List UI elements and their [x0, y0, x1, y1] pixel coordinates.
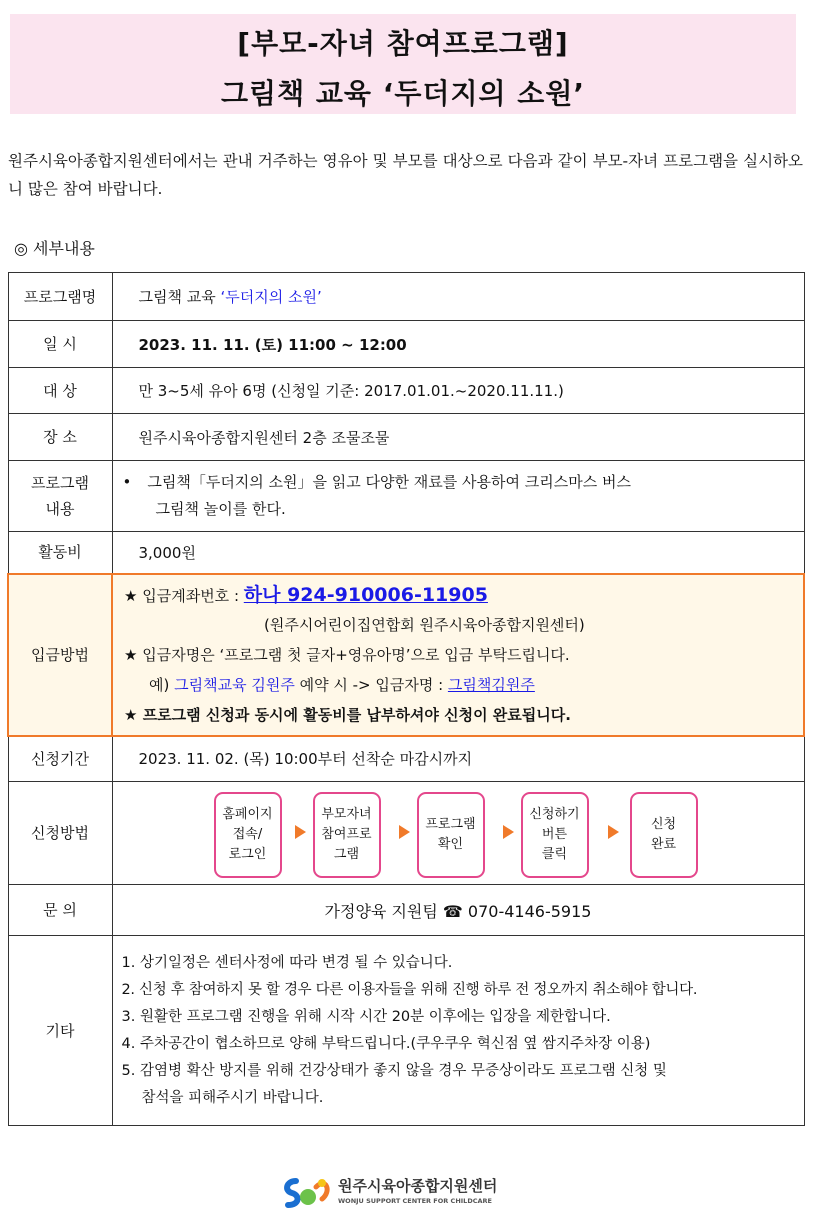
- content-value: • 그림책「두더지의 소원」을 읽고 다양한 재료를 사용하여 크리스마스 버스 그림책 놀이를 한다.: [112, 461, 804, 532]
- arrow-icon: [295, 825, 306, 839]
- table-row: [8, 532, 804, 574]
- place-value: 원주시육아종합지원센터 2층 조물조물: [112, 414, 804, 461]
- list-item: 5. 감염병 확산 방지를 위해 건강상태가 좋지 않을 경우 무증상이라도 프로그램 신청 및: [121, 1062, 667, 1079]
- row-label-fee: 활동비: [8, 532, 112, 574]
- table-row: [8, 368, 804, 414]
- list-item: 참석을 피해주시기 바랍니다.: [141, 1089, 324, 1106]
- step-homepage-login: 홈페이지 접속/ 로그인: [214, 792, 282, 878]
- name-rule-line: ★ 입금자명은 ‘프로그램 첫 글자+영유아명’으로 입금 부탁드립니다.: [124, 645, 570, 664]
- program-title-highlight: ‘두더지의 소원’: [220, 288, 322, 306]
- row-label-datetime: 일 시: [8, 321, 112, 368]
- account-line: ★ 입금계좌번호 : 하나 924-910006-11905: [124, 583, 488, 606]
- example-line: 예) 그림책교육 김원주 예약 시 -> 입금자명 : 그림책김원주: [149, 675, 535, 694]
- fee-value: 3,000원: [112, 532, 804, 574]
- account-number: 하나 924-910006-11905: [243, 583, 488, 606]
- org-name: 원주시육아종합지원센터: [338, 1177, 498, 1195]
- inquiry-value: 가정양육 지원팀 ☎ 070-4146-5915: [112, 885, 804, 936]
- row-label-period: 신청기간: [8, 736, 112, 782]
- row-label-inquiry: 문 의: [8, 885, 112, 936]
- arrow-icon: [399, 825, 410, 839]
- table-row: [8, 574, 804, 736]
- payment-notice: ★ 프로그램 신청과 동시에 활동비를 납부하셔야 신청이 완료됩니다.: [124, 705, 571, 724]
- table-row: [8, 273, 804, 321]
- row-label-etc: 기타: [8, 936, 112, 1126]
- row-label-place: 장 소: [8, 414, 112, 461]
- target-value: 만 3~5세 유아 6명 (신청일 기준: 2017.01.01.~2020.11.11.): [112, 368, 804, 414]
- table-row: [8, 414, 804, 461]
- list-item: 3. 원활한 프로그램 진행을 위해 시작 시간 20분 이후에는 입장을 제한합니다.: [121, 1008, 611, 1025]
- row-label-payment: 입금방법: [8, 574, 112, 736]
- org-name-en: WONJU SUPPORT CENTER FOR CHILDCARE: [338, 1197, 492, 1205]
- section-heading: ◎ 세부내용: [14, 239, 95, 258]
- arrow-icon: [608, 825, 619, 839]
- table-row: [8, 321, 804, 368]
- title-banner: [10, 14, 796, 114]
- list-item: 2. 신청 후 참여하지 못 할 경우 다른 이용자들을 위해 진행 하루 전 정오까지 취소해야 합니다.: [121, 981, 698, 998]
- list-item: 4. 주차공간이 협소하므로 양해 부탁드립니다.(쿠우쿠우 혁신점 옆 쌈지주차장 이용): [121, 1035, 651, 1052]
- etc-notes: [112, 936, 804, 1126]
- intro-paragraph: 원주시육아종합지원센터에서는 관내 거주하는 영유아 및 부모를 대상으로 다음과 같이 부모-자녀 프로그램을 실시하오니 많은 참여 바랍니다.: [8, 152, 803, 198]
- table-row: [8, 461, 804, 532]
- step-program-check: 프로그램 확인: [417, 792, 485, 878]
- table-row: [8, 736, 804, 782]
- org-logo: [282, 1173, 512, 1213]
- title-line-2: 그림책 교육 ‘두더지의 소원’: [220, 77, 586, 110]
- period-value: 2023. 11. 02. (목) 10:00부터 선착순 마감시까지: [112, 736, 804, 782]
- account-holder: (원주시어린이집연합회 원주시육아종합지원센터): [264, 615, 585, 634]
- step-parent-child-program: 부모자녀 참여프로 그램: [313, 792, 381, 878]
- step-complete: 신청 완료: [630, 792, 698, 878]
- info-table: [7, 272, 805, 1126]
- title-line-1: [부모-자녀 참여프로그램]: [237, 27, 569, 60]
- row-label-content: 프로그램 내용: [8, 461, 112, 532]
- step-apply-button: 신청하기 버튼 클릭: [521, 792, 589, 878]
- table-row: [8, 936, 804, 1126]
- row-label-program: 프로그램명: [8, 273, 112, 321]
- payment-details: [112, 574, 804, 736]
- table-row: [8, 885, 804, 936]
- list-item: 1. 상기일정은 센터사정에 따라 변경 될 수 있습니다.: [121, 954, 453, 971]
- org-logo-icon: [282, 1173, 334, 1213]
- row-label-method: 신청방법: [8, 782, 112, 885]
- arrow-icon: [503, 825, 514, 839]
- method-steps: [112, 782, 804, 885]
- program-name: 그림책 교육 ‘두더지의 소원’: [112, 273, 804, 321]
- row-label-target: 대 상: [8, 368, 112, 414]
- table-row: [8, 782, 804, 885]
- datetime-value: 2023. 11. 11. (토) 11:00 ~ 12:00: [112, 321, 804, 368]
